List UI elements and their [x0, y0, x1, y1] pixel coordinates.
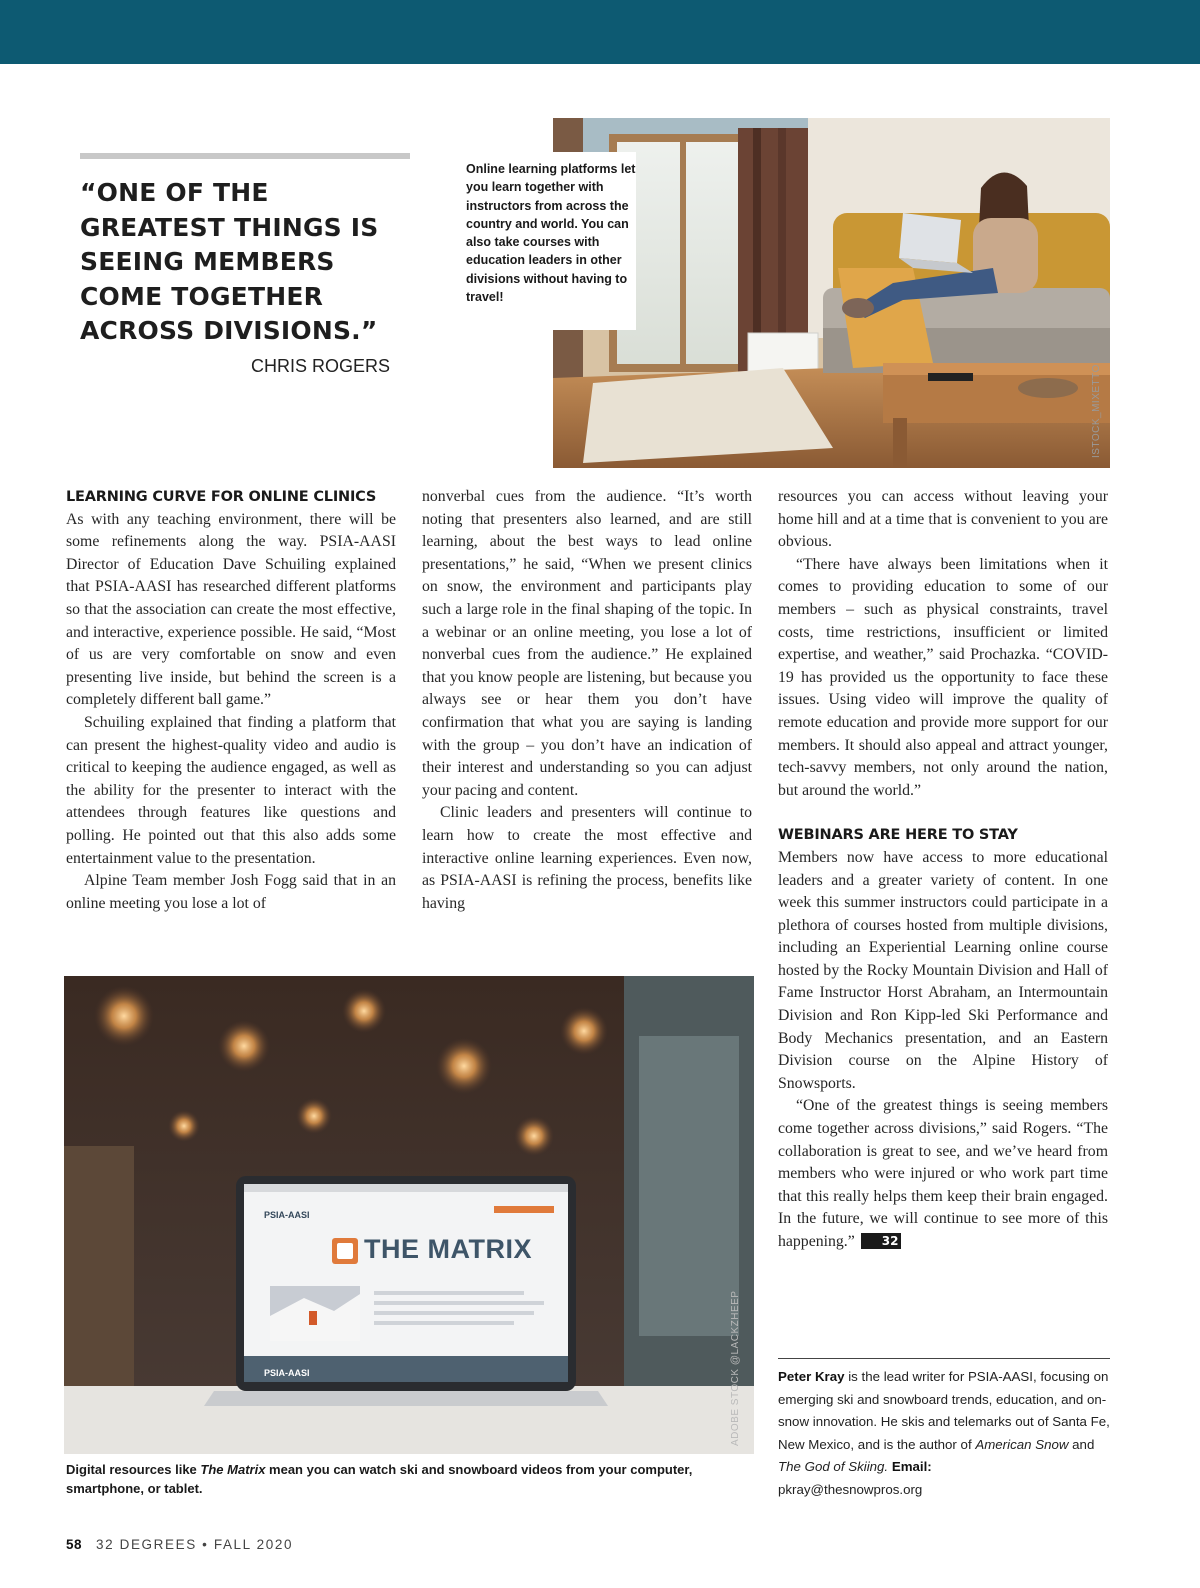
author-email-link[interactable]: pkray@thesnowpros.org	[778, 1481, 923, 1497]
bottom-photo-caption: Digital resources like The Matrix mean you can watch ski and snowboard videos from your computer, smartphone, or tablet.	[66, 1462, 693, 1496]
section-heading-webinars: WEBINARS ARE HERE TO STAY	[778, 827, 1018, 844]
screen-footer-brand: PSIA-AASI	[264, 1368, 310, 1378]
laptop-cafe-illustration	[64, 976, 754, 1454]
bio-divider	[778, 1358, 1110, 1359]
couch-laptop-illustration	[553, 118, 1110, 468]
paragraph: nonverbal cues from the audience. “It’s worth noting that presenters also learned, and are still learning, about the best ways to lead online presentations,” he said, “When we present clinics on snow, the environment and participants play such a large role in the final shaping of the topic. In a webinar or an online meeting, you lose a lot of nonverbal cues from the audience.” He explained that you know people are listening, but because you always see or hear them you don’t have confirmation that what you are saying is landing with the group – you don’t have an indication of their interest and understanding so you can adjust your pacing and content.	[422, 488, 752, 799]
paragraph	[778, 1095, 1108, 1253]
screen-brand: PSIA-AASI	[264, 1210, 310, 1220]
top-photo-credit: ISTOCK_MIXETTO	[1091, 364, 1102, 458]
bottom-photo-credit: ADOBE STOCK @LACKZHEEP	[730, 1290, 741, 1446]
author-bio: Peter Kray is the lead writer for PSIA-AASI, focusing on emerging ski and snowboard trends, education, and on-snow innovation. He skis and telemarks out of Santa Fe, New Mexico, and is the author of American Snow and The God of Skiing. Email: pkray@thesnowpros.org	[778, 1369, 1110, 1497]
paragraph: resources you can access without leaving your home hill and at a time that is convenient to you are obvious.	[778, 488, 1108, 551]
paragraph: Schuiling explained that finding a platform that can present the highest-quality video and audio is critical to keeping the audience engaged, as well as the ability for the presenter to interact with the attendees through features like questions and polling. He pointed out that this also adds some entertainment value to the presentation.	[66, 713, 396, 867]
paragraph: Members now have access to more educational leaders and a greater variety of content. In one week this summer instructors could participate in a plethora of courses hosted from multiple divisions, including an Experiential Learning online course hosted by the Rocky Mountain Division and Hall of Fame Instructor Horst Abraham, an Intermountain Division and Ron Kipp-led Ski Performance and Body Mechanics presentation, and an Eastern Division course on the Alpine History of Snowsports.	[778, 848, 1108, 1092]
page-footer	[66, 1537, 293, 1552]
paragraph: Clinic leaders and presenters will continue to learn how to create the most effective and interactive online learning experiences. Even now, as PSIA-AASI is refining the process, benefits like having	[422, 804, 752, 912]
section-heading-online-clinics: LEARNING CURVE FOR ONLINE CLINICS	[66, 489, 377, 505]
paragraph: As with any teaching environment, there will be some refinements along the way. PSIA-AASI Director of Education Dave Schuiling explained that PSIA-AASI has researched different platforms so that the association can create the most effective, and interactive, experience possible. He said, “Most of us are very comfortable on snow and even presenting live inside, but behind the screen is a completely different ball game.”	[66, 510, 396, 709]
pull-quote: “ONE OF THE GREATEST THINGS IS SEEING MEMBERS COME TOGETHER ACROSS DIVISIONS.”	[80, 178, 379, 345]
page-number: 58	[66, 1537, 83, 1552]
header-bar	[0, 0, 1200, 64]
top-photo-caption: Online learning platforms let you learn together with instructors from across the country and world. You can also take courses with education leaders in other divisions without having to travel!	[466, 162, 636, 305]
paragraph: Alpine Team member Josh Fogg said that in an online meeting you lose a lot of	[66, 872, 396, 912]
pull-quote-author: CHRIS ROGERS	[250, 356, 390, 376]
paragraph: “There have always been limitations when it comes to providing education to some of our members – such as physical constraints, travel costs, time restrictions, insufficient or limited expertise, and weather,” said Prochazka. “COVID-19 has provided us the opportunity to face these issues. Using video will improve the quality of remote education and provide more support for our members. It should also appeal and attract younger, tech-savvy members, not only around the nation, but around the world.”	[778, 555, 1108, 799]
closing-quote-text: “One of the greatest things is seeing members come together across divisions,” said Rogers. “The collaboration is great to see, and we’ve heard from members who were injured or who work part time that this really helps them keep their brain engaged. In the future, we will continue to see more of this happening.”	[778, 1097, 1108, 1250]
screen-title: THE MATRIX	[364, 1234, 532, 1264]
book-title: The God of Skiing.	[778, 1459, 889, 1475]
article-column-2	[422, 486, 752, 915]
article-column-3	[778, 486, 1108, 1254]
article-column-1	[66, 486, 396, 915]
bottom-photo	[64, 976, 754, 1454]
top-photo-caption-box	[458, 152, 636, 330]
author-name: Peter Kray	[778, 1369, 845, 1384]
pull-quote-rule	[80, 153, 410, 159]
end-mark-badge: 32	[861, 1233, 902, 1249]
publication-name: 32 DEGREES • FALL 2020	[96, 1537, 294, 1552]
top-photo	[553, 118, 1110, 468]
book-title: American Snow	[975, 1436, 1069, 1452]
